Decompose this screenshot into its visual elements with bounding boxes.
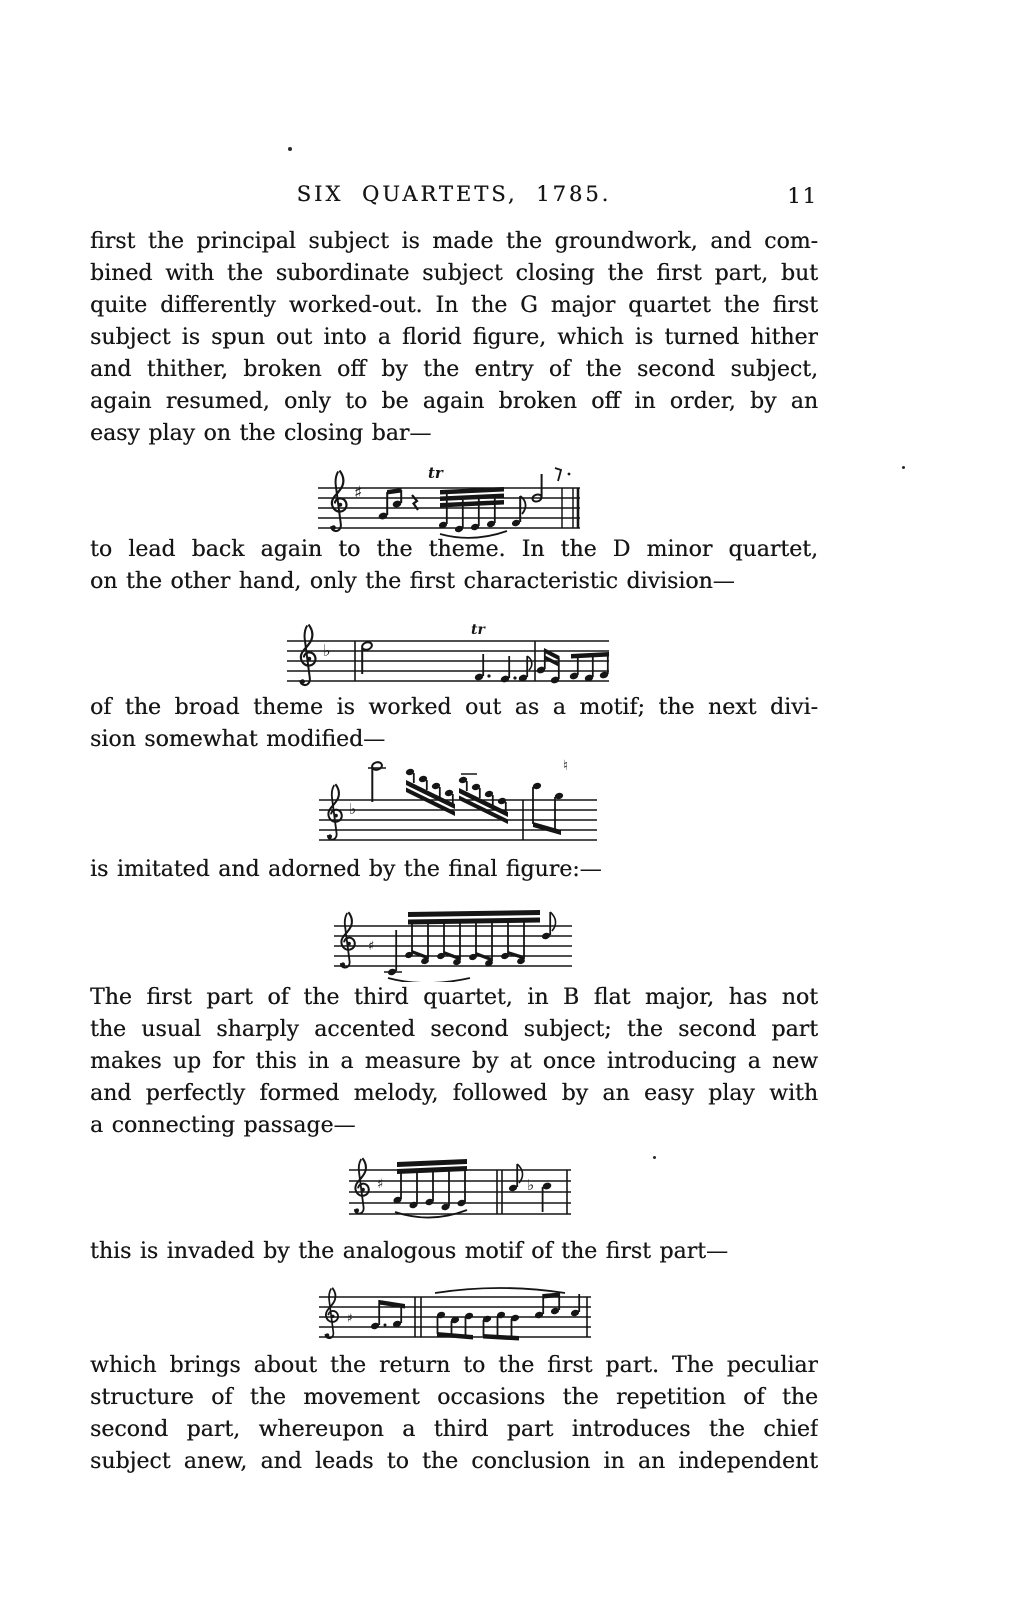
scan-speck bbox=[288, 147, 292, 151]
text-line: again resumed, only to be again broken off in order, by an bbox=[90, 389, 818, 414]
text-line: easy play on the closing bar— bbox=[90, 421, 432, 446]
scan-speck bbox=[902, 466, 905, 469]
music-example-5 bbox=[345, 1146, 575, 1238]
sharp-sign: ♯ bbox=[347, 1311, 353, 1325]
sharp-sign: ♯ bbox=[377, 1177, 384, 1192]
text-line: to lead back again to the theme. In the D minor quartet, bbox=[90, 537, 818, 562]
sharp-sign: ♯ bbox=[368, 939, 375, 954]
text-line: this is invaded by the analogous motif of the first part— bbox=[90, 1239, 728, 1264]
text-line: first the principal subject is made the groundwork, and com- bbox=[90, 229, 818, 254]
paragraph bbox=[90, 692, 818, 756]
treble-clef-icon bbox=[331, 471, 346, 532]
music-example-1 bbox=[312, 448, 584, 540]
music-example-2 bbox=[283, 598, 613, 694]
text-line: which brings about the return to the first part. The peculiar bbox=[90, 1353, 818, 1378]
flat-sign: ♭ bbox=[349, 800, 357, 818]
paragraph bbox=[90, 1236, 818, 1268]
text-line: The first part of the third quartet, in B flat major, has not bbox=[90, 985, 818, 1010]
text-line: of the broad theme is worked out as a motif; the next divi- bbox=[90, 695, 818, 720]
paragraph bbox=[90, 854, 818, 886]
running-head-title: SIX QUARTETS, 1785. bbox=[296, 182, 612, 206]
treble-clef-icon bbox=[341, 912, 355, 968]
music-example-6 bbox=[315, 1282, 595, 1348]
text-line: bined with the subordinate subject closing the first part, but bbox=[90, 261, 818, 286]
text-line: makes up for this in a measure by at once introducing a new bbox=[90, 1049, 818, 1074]
paragraph bbox=[90, 226, 818, 450]
sharp-sign: ♯ bbox=[354, 483, 363, 503]
text-line: sion somewhat modified— bbox=[90, 727, 386, 752]
treble-clef-icon bbox=[325, 1288, 338, 1338]
text-line: and perfectly formed melody, followed by an easy play with bbox=[90, 1081, 818, 1106]
treble-clef-icon bbox=[300, 625, 315, 686]
paragraph bbox=[90, 1350, 818, 1478]
text-line: structure of the movement occasions the repetition of the bbox=[90, 1385, 818, 1410]
text-line: subject is spun out into a florid figure, which is turned hither bbox=[90, 325, 818, 350]
trill-ornament: tr bbox=[471, 622, 485, 638]
flat-sign: ♭ bbox=[527, 1176, 535, 1194]
trill-ornament: tr bbox=[428, 464, 443, 482]
text-line: a connecting passage— bbox=[90, 1113, 356, 1138]
text-line: on the other hand, only the first characteristic division— bbox=[90, 569, 735, 594]
treble-clef-icon bbox=[355, 1158, 369, 1214]
treble-clef-icon bbox=[328, 784, 342, 840]
text-line: second part, whereupon a third part introduces the chief bbox=[90, 1417, 818, 1442]
scan-speck bbox=[653, 1156, 656, 1159]
paragraph bbox=[90, 982, 818, 1142]
text-line: subject anew, and leads to the conclusion in an independent bbox=[90, 1449, 818, 1474]
paragraph bbox=[90, 534, 818, 598]
flat-sign: ♭ bbox=[323, 641, 331, 660]
text-line: is imitated and adorned by the final figure:— bbox=[90, 857, 602, 882]
music-example-3 bbox=[315, 752, 600, 847]
text-line: the usual sharply accented second subject; the second part bbox=[90, 1017, 818, 1042]
text-line: quite differently worked-out. In the G major quartet the first bbox=[90, 293, 818, 318]
page-number: 11 bbox=[787, 184, 818, 208]
text-line: and thither, broken off by the entry of the second subject, bbox=[90, 357, 818, 382]
natural-sign: ♮ bbox=[563, 758, 569, 774]
music-example-4 bbox=[330, 898, 575, 982]
